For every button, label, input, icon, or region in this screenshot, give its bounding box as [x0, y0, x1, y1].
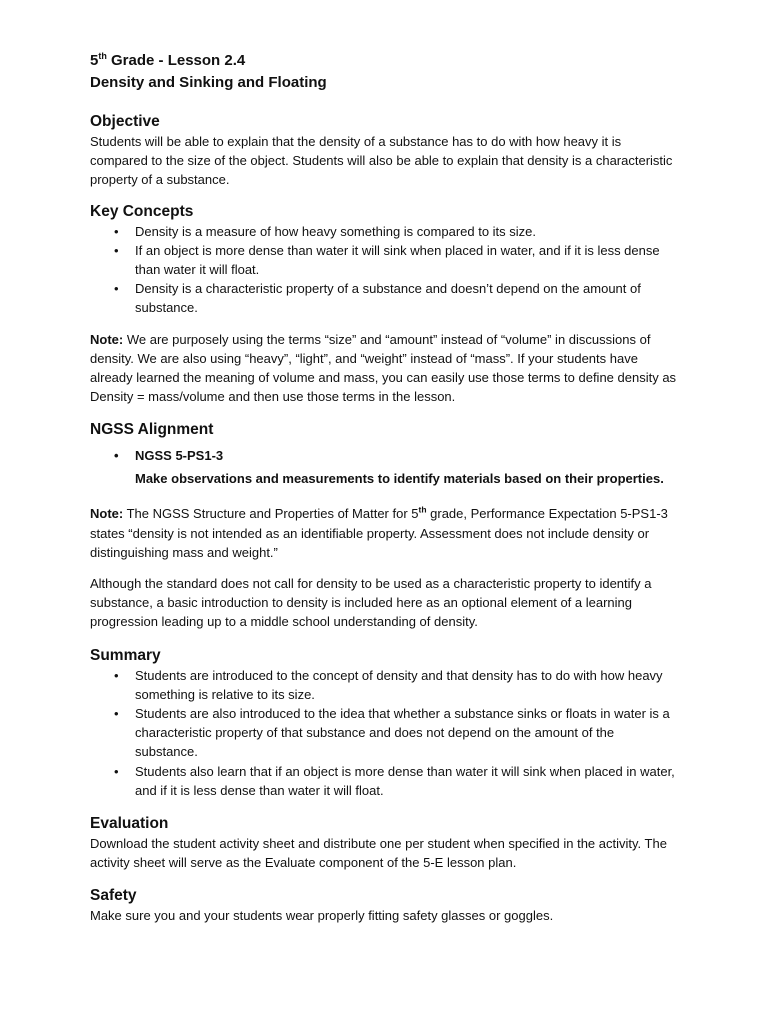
- ngss-item: [90, 444, 678, 490]
- list-item: • Students are also introduced to the idea that whether a substance sinks or floats in water is a characteristic property of that substance and does not depend on the amount of the substance.: [90, 704, 678, 762]
- list-item: • Density is a characteristic property of a substance and doesn’t depend on the amount of substance.: [90, 279, 678, 317]
- list-item: • If an object is more dense than water it will sink when placed in water, and if it is less dense than water it will float.: [90, 241, 678, 279]
- evaluation-text: Download the student activity sheet and distribute one per student when specified in the activity. The activity sheet will serve as the Evaluate component of the 5-E lesson plan.: [90, 836, 667, 871]
- summary-list: [90, 666, 678, 800]
- note-label: Note:: [90, 506, 124, 522]
- list-item: • Density is a measure of how heavy something is compared to its size.: [90, 222, 678, 241]
- lesson-header: [90, 50, 678, 94]
- evaluation-heading: Evaluation: [90, 815, 169, 833]
- note-label: Note:: [90, 331, 124, 347]
- safety-section: [90, 886, 678, 925]
- ngss-list: [90, 444, 678, 490]
- note-text-b: grade, Performance Expectation 5-PS1-3 states “density is not intended as an identifiable property. Assessment does not include density or distinguishing mass and weight.”: [90, 506, 668, 560]
- terms-note: [90, 330, 678, 407]
- grade-number: 5: [90, 52, 99, 69]
- ngss-description: Make observations and measurements to identify materials based on their properties.: [135, 471, 664, 487]
- list-item: • Students also learn that if an object is more dense than water it will sink when placed in water, and if it is less dense than water it will float.: [90, 762, 678, 800]
- safety-heading: Safety: [90, 887, 137, 905]
- note-text-a: The NGSS Structure and Properties of Matter for 5: [123, 506, 419, 522]
- key-concepts-section: [90, 202, 678, 318]
- standard-paragraph: Although the standard does not call for density to be used as a characteristic property to identify a substance, a basic introduction to density is included here as an optional element of a learning progression leading up to a middle school understanding of density.: [90, 576, 652, 630]
- ngss-heading: NGSS Alignment: [90, 421, 214, 439]
- ngss-note: [90, 504, 678, 562]
- key-concepts-list: [90, 222, 678, 318]
- lesson-number: Grade - Lesson 2.4: [106, 52, 246, 69]
- key-concepts-heading: Key Concepts: [90, 202, 194, 220]
- lesson-subtitle: Density and Sinking and Floating: [90, 74, 327, 91]
- ngss-section: [90, 420, 678, 490]
- ngss-code: NGSS 5-PS1-3: [135, 448, 224, 464]
- list-item: • Students are introduced to the concept of density and that density has to do with how heavy something is relative to its size.: [90, 666, 678, 704]
- safety-text: Make sure you and your students wear properly fitting safety glasses or goggles.: [90, 908, 554, 924]
- objective-section: [90, 112, 678, 190]
- evaluation-section: [90, 814, 678, 872]
- summary-section: [90, 646, 678, 800]
- objective-text: Students will be able to explain that the density of a substance has to do with how heavy it is compared to the size of the object. Students will also be able to explain that density is a characteristic property of a substance.: [90, 134, 673, 188]
- note-text: We are purposely using the terms “size” and “amount” instead of “volume” in discussions of density. We are also using “heavy”, “light”, and “weight” instead of “mass”. If your students have already learned the meaning of volume and mass, you can easily use those terms to define density as Density = mass/volume and then use those terms in the lesson.: [90, 331, 677, 405]
- summary-heading: Summary: [90, 646, 161, 664]
- note-ordinal: th: [418, 505, 427, 516]
- grade-ordinal: th: [98, 51, 107, 61]
- lesson-title: [90, 50, 678, 72]
- objective-heading: Objective: [90, 113, 160, 130]
